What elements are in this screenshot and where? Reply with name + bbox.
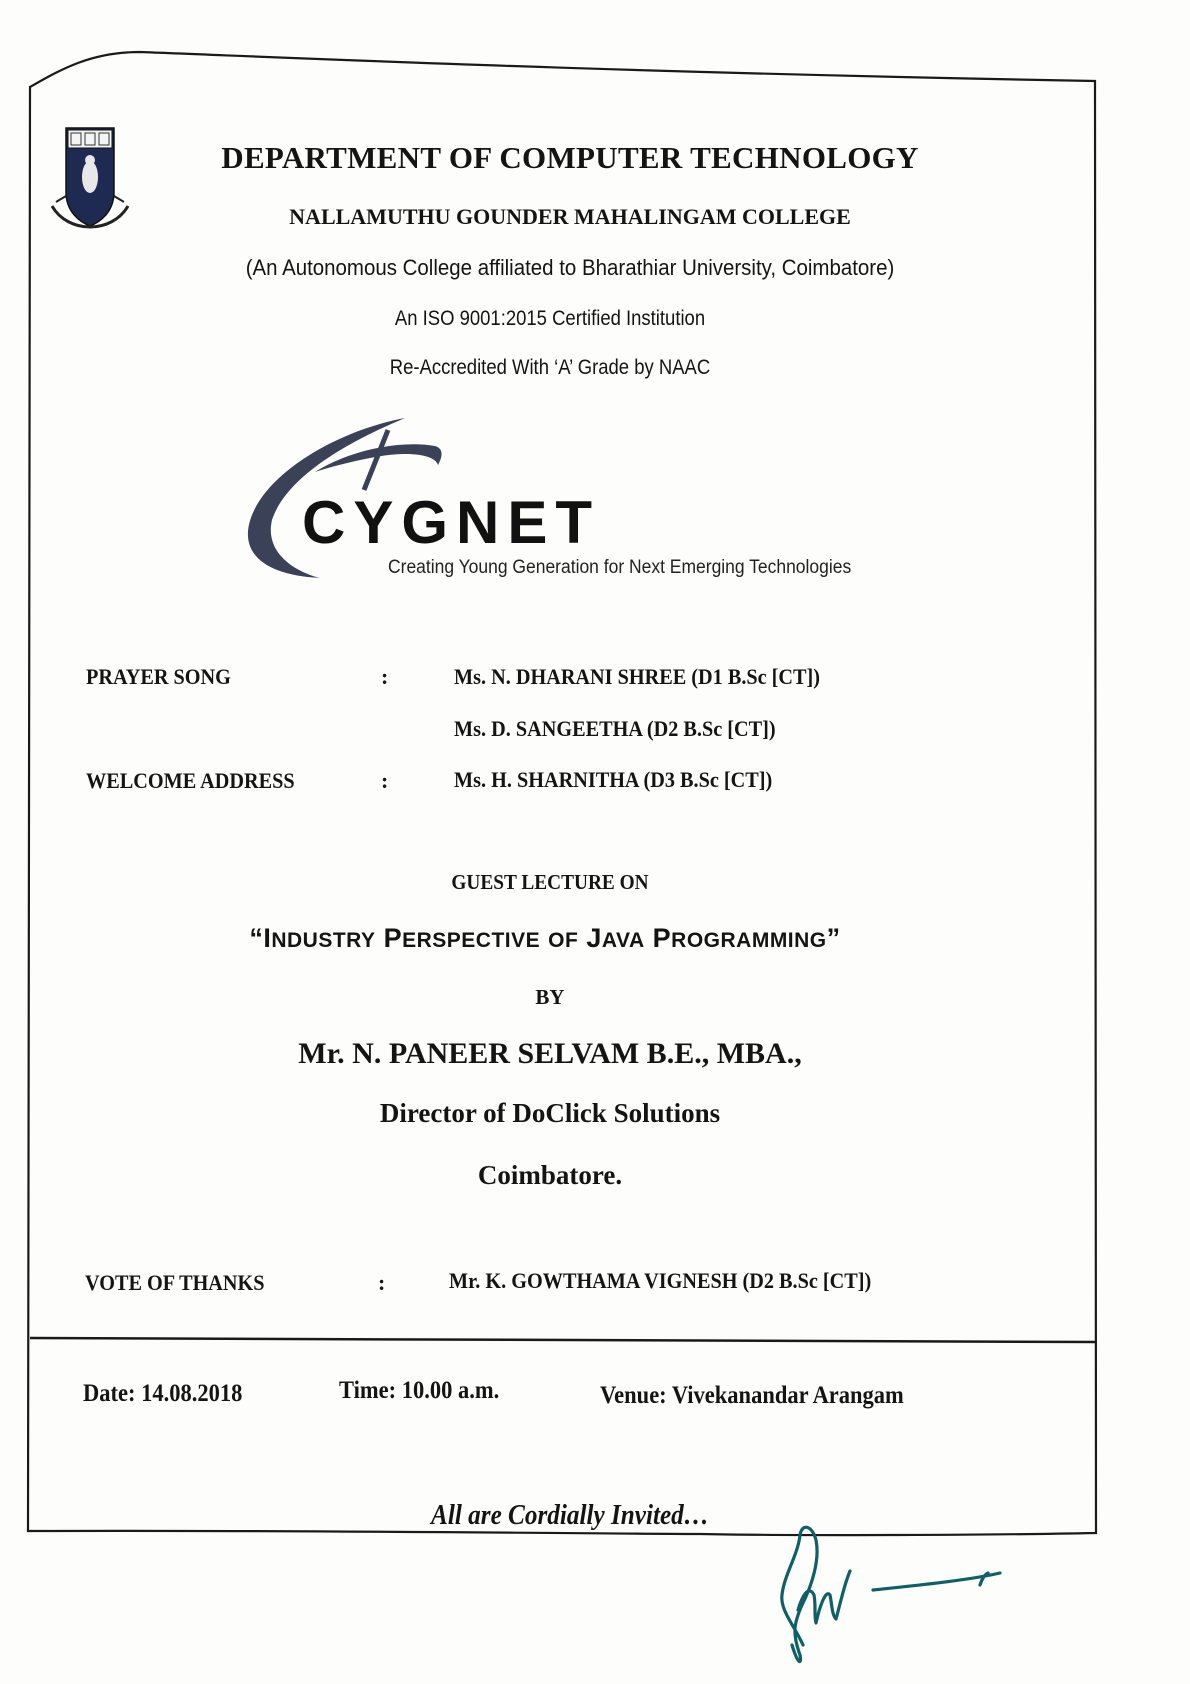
invitation-text: All are Cordially Invited… xyxy=(431,1500,709,1531)
logo-tagline: Creating Young Generation for Next Emerging Technologies xyxy=(388,557,852,578)
lecture-topic xyxy=(100,923,990,954)
role-separator: : xyxy=(381,768,389,793)
event-time: Time: 10.00 a.m. xyxy=(339,1377,500,1404)
affiliation-text: (An Autonomous College affiliated to Bharathiar University, Coimbatore) xyxy=(245,255,895,280)
topic-word: OF xyxy=(548,929,579,952)
vote-of-thanks-speaker: Mr. K. GOWTHAMA VIGNESH (D2 B.Sc [CT]) xyxy=(449,1268,872,1293)
by-label: BY xyxy=(535,985,565,1009)
event-date: Date: 14.08.2018 xyxy=(83,1380,243,1407)
speaker-city: Coimbatore. xyxy=(477,1160,623,1190)
prayer-song-performer: Ms. N. DHARANI SHREE (D1 B.Sc [CT]) xyxy=(454,664,821,689)
topic-word: INDUSTRY xyxy=(263,923,376,953)
college-name: NALLAMUTHU GOUNDER MAHALINGAM COLLEGE xyxy=(289,204,851,229)
role-prayer-song: PRAYER SONG xyxy=(86,664,231,689)
welcome-address-speaker: Ms. H. SHARNITHA (D3 B.Sc [CT]) xyxy=(454,767,773,792)
prayer-song-performer: Ms. D. SANGEETHA (D2 B.Sc [CT]) xyxy=(454,716,776,741)
naac-accreditation: Re-Accredited With ‘A’ Grade by NAAC xyxy=(389,356,711,379)
role-separator: : xyxy=(378,1270,386,1295)
department-title: DEPARTMENT OF COMPUTER TECHNOLOGY xyxy=(221,140,919,175)
topic-word: PERSPECTIVE xyxy=(383,923,541,953)
speaker-name: Mr. N. PANEER SELVAM B.E., MBA., xyxy=(298,1037,802,1070)
topic-word: PROGRAMMING xyxy=(652,923,827,953)
college-seal-icon xyxy=(48,122,132,242)
speaker-designation: Director of DoClick Solutions xyxy=(379,1098,721,1128)
close-quote: ” xyxy=(826,923,841,953)
iso-certification: An ISO 9001:2015 Certified Institution xyxy=(394,307,706,330)
footer-divider xyxy=(30,1337,1096,1342)
open-quote: “ xyxy=(249,923,264,953)
handwritten-signature xyxy=(770,1515,1070,1675)
logo-wordmark: CYGNET xyxy=(302,489,601,556)
role-welcome-address: WELCOME ADDRESS xyxy=(86,768,295,793)
event-venue: Venue: Vivekanandar Arangam xyxy=(600,1382,904,1409)
topic-word: JAVA xyxy=(586,923,645,953)
role-vote-of-thanks: VOTE OF THANKS xyxy=(85,1270,265,1295)
role-separator: : xyxy=(381,664,389,689)
guest-lecture-heading: GUEST LECTURE ON xyxy=(451,870,649,894)
